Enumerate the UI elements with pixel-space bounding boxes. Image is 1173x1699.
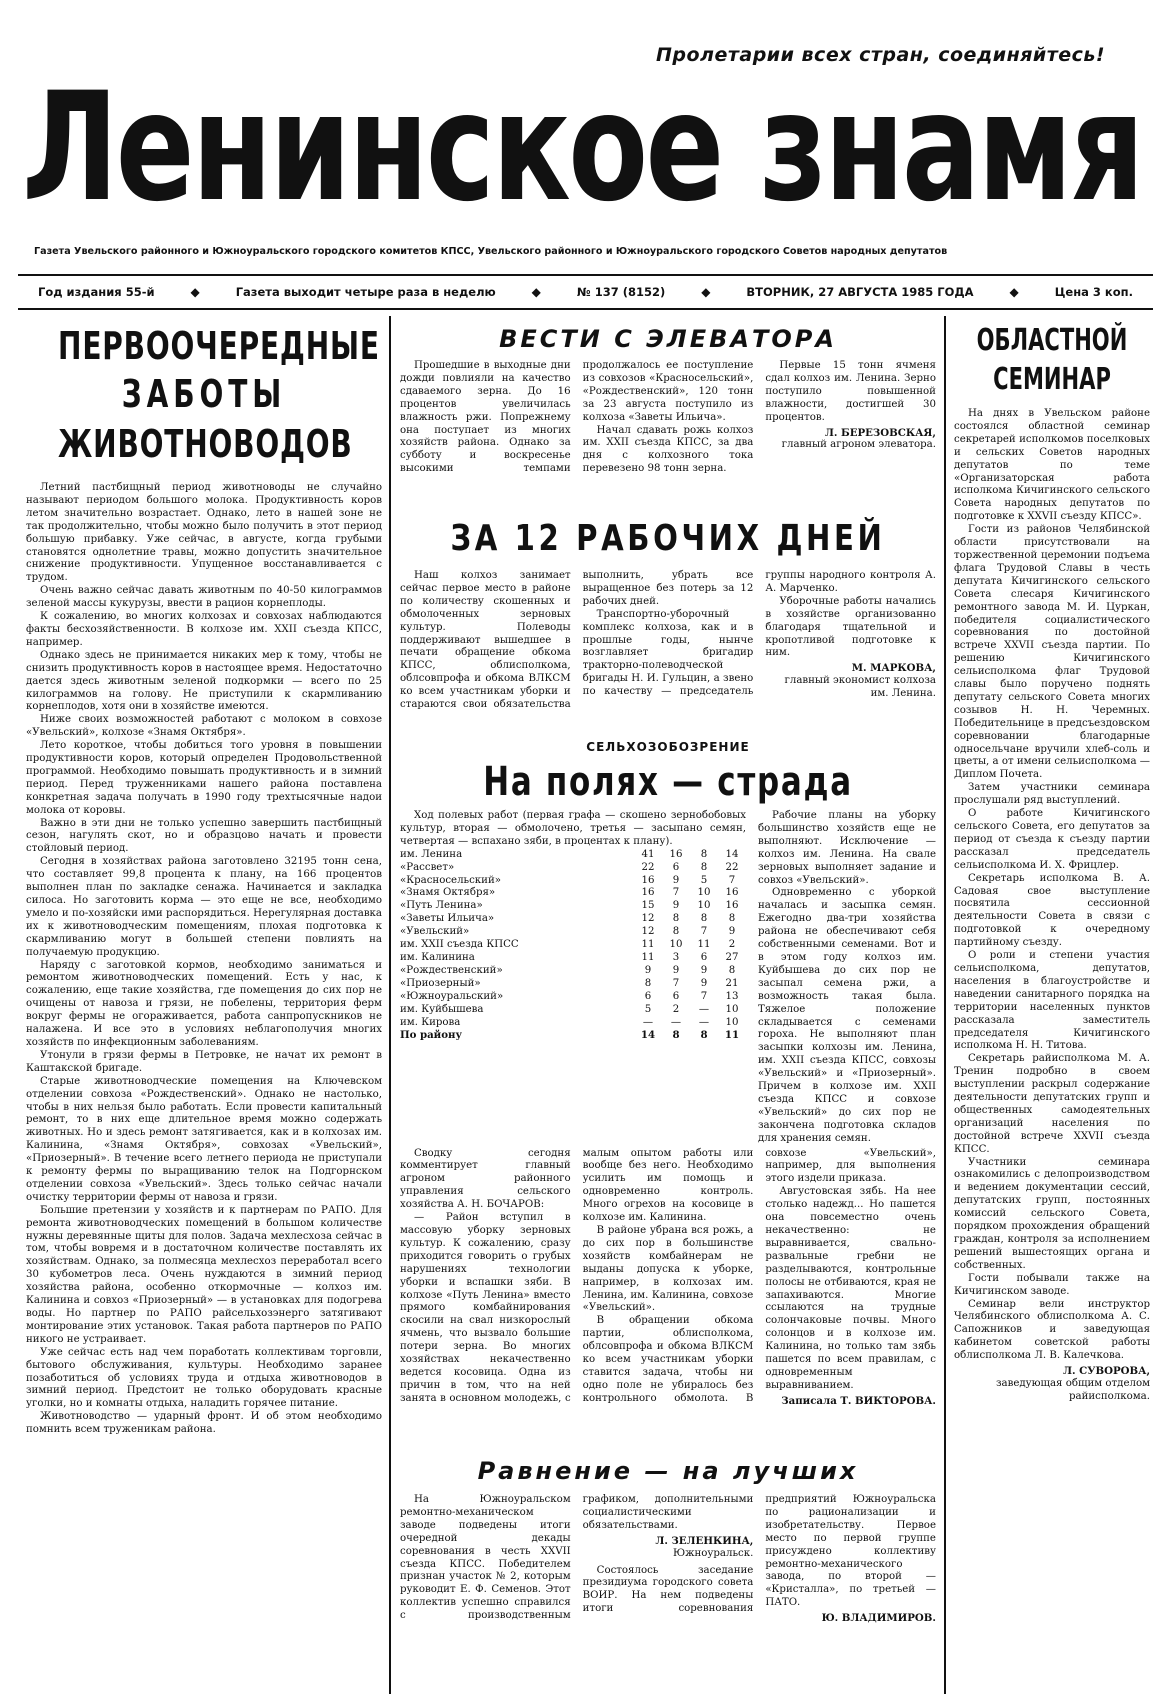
paragraph: Гости побывали также на Кичигинском заводе. bbox=[954, 1272, 1150, 1297]
farm-value: 10 bbox=[725, 1016, 739, 1028]
author-name: Л. ЗЕЛЕНКИНА, bbox=[655, 1534, 754, 1547]
paragraph: О работе Кичигинского сельского Совета, его депутатов за период от съезда к съезду партии рассказал председатель сельисполкома И. Х. Фрицлер. bbox=[954, 808, 1150, 871]
paragraph: Однако здесь не принимается никаких мер к тому, чтобы не снизить продуктивность коров в настоящее время. Недостаточно дается здесь животным зеленой подкормки — всего по 25 килограммов на голову. Не приступили к скармливанию корнеплодов, хотя они в хозяйстве имеются. bbox=[26, 649, 382, 713]
farm-value: 7 bbox=[728, 874, 736, 886]
author-name: Л. БЕРЕЗОВСКАЯ, bbox=[824, 426, 936, 439]
article-body bbox=[758, 810, 936, 1146]
table-row bbox=[400, 926, 746, 939]
paragraph: Очень важно сейчас давать животным по 40-50 килограммов зеленой массы кукурузы, ввести в рацион корнеплоды. bbox=[26, 585, 382, 610]
farm-value: 12 bbox=[641, 913, 655, 925]
article-seminar bbox=[954, 322, 1150, 1694]
author-name: Ю. ВЛАДИМИРОВ. bbox=[821, 1612, 936, 1625]
paragraph: Августовская зябь. На нее столько надежд... Но пашется она повсеместно очень некачественно: не выравнивается, свально-развальные гребни не разделываются, контрольные полосы не отбиваются, края не запахиваются. Многие ссылаются на трудные солончаковые почвы. Много солонцов и в колхозе им. Калинина, но только там зябь пашется по всем правилам, с одновременным выравниванием. bbox=[765, 1186, 936, 1391]
farm-value: 8 bbox=[728, 913, 736, 925]
article-body bbox=[400, 570, 936, 712]
farm-value: 14 bbox=[725, 848, 739, 860]
farm-value: 8 bbox=[700, 861, 708, 873]
farm-value: 27 bbox=[725, 951, 739, 963]
issue-number: № 137 (8152) bbox=[576, 285, 666, 299]
paragraph: Состоялось заседание президиума городского совета ВОИР. На нем подведены итоги соревнования предприятий Южноуральска по рационализации и изобретательству. Первое место по первой группе присуждено коллективу ремонтно-механического завода, по второй — «Кристалла», по третьей — ПАТО. bbox=[582, 1494, 936, 1615]
farm-value: 16 bbox=[641, 887, 655, 899]
paragraph: Ниже своих возможностей работают с молоком в совхозе «Увельский», колхозе «Знамя Октября». bbox=[26, 714, 382, 739]
author-role: главный экономист колхоза им. Ленина. bbox=[784, 675, 936, 700]
farm-value: 9 bbox=[700, 964, 708, 976]
paragraph: Лето короткое, чтобы добиться того уровня в повышении продуктивности коров, который определен Продовольственной программой. Необходимо повышать продуктивность и в зимний период. Перед труженниками нашего района поставлена конкретная задача получать в 1990 году трехтысячные надои молока от коровы. bbox=[26, 740, 382, 816]
farm-value: 8 bbox=[672, 926, 680, 938]
table-total-row bbox=[400, 1029, 746, 1042]
farm-value: 22 bbox=[725, 861, 739, 873]
paragraph: Рабочие планы на уборку большинство хозяйств еще не выполняют. Исключение — колхоз им. Ленина. На свале зерновых выполняет задание и совхоз «Увельский». bbox=[758, 810, 936, 886]
farm-value: 11 bbox=[641, 951, 655, 963]
issue-price: Цена 3 коп. bbox=[1054, 285, 1133, 299]
paragraph: На днях в Увельском районе состоялся областной семинар секретарей исполкомов поселковых и сельских Советов народных депутатов по теме «Организаторская работа исполкома Кичигинского сельского Совета народных депутатов по подготовке к XXVII съезду КПСС». bbox=[954, 408, 1150, 523]
farm-value: 13 bbox=[725, 990, 739, 1002]
paragraph: Старые животноводческие помещения на Ключевском отделении совхоза «Рождественский». Однако не настолько, чтобы в них нельзя было работать. Если провести капитальный ремонт, то в них еще длительное время можно содержать животных. Но и здесь ремонт затягивается, как и в колхозах им. Калинина, «Знамя Октября», совхозах «Увельский», «Приозерный». В течение всего летнего периода не приступали к ремонту фермы по выращиванию телок на Подгорнском отделении совхоза «Увельский». Здесь только сейчас начали очистку территории фермы от навоза и грязи. bbox=[26, 1075, 382, 1203]
farm-value: 10 bbox=[725, 1003, 739, 1015]
paragraph: Важно в эти дни не только успешно завершить пастбищный сезон, нагулять скот, но и образцово начать и провести стойловый период. bbox=[26, 817, 382, 855]
farm-name: им. Калинина bbox=[400, 951, 475, 963]
article-elevator bbox=[400, 322, 936, 518]
paragraph: Секретарь райисполкома М. А. Тренин подробно в своем выступлении раскрыл содержание деятельности депутатских групп и общественных самодеятельных организаций населения по достойной встрече XXVII съезда КПСС. bbox=[954, 1053, 1150, 1155]
article-headline: ОБЛАСТНОЙ bbox=[976, 323, 1128, 358]
article-headline: Равнение — на лучших bbox=[477, 1457, 859, 1485]
issue-info-bar bbox=[18, 274, 1153, 310]
farm-name: «Рождественский» bbox=[400, 964, 503, 976]
total-value: 11 bbox=[724, 1029, 740, 1042]
total-value: 14 bbox=[640, 1029, 656, 1042]
paragraph: Уборочные работы начались в хозяйстве организованно благодаря тщательной и кропотливой подготовке к ним. bbox=[765, 595, 936, 659]
farm-value: 9 bbox=[672, 874, 680, 886]
farm-value: 9 bbox=[728, 926, 736, 938]
paragraph: В обращении обкома партии, облисполкома, облсовпрофа и обкома ВЛКСМ ко всем участникам уборки ставится задача, чтобы ни одно поле не убиралось без контрольного обмолота. В совхозе «Увельский», например, для выполнения этого издели приказа. bbox=[582, 1147, 936, 1404]
article-body bbox=[400, 1148, 936, 1408]
farm-value: — bbox=[642, 1016, 654, 1028]
author-role: Южноуральск. bbox=[672, 1547, 754, 1559]
farm-value: 7 bbox=[700, 926, 708, 938]
table-row bbox=[400, 952, 746, 965]
total-value: 8 bbox=[700, 1029, 708, 1042]
farm-value: 16 bbox=[669, 848, 683, 860]
farm-name: им. Ленина bbox=[400, 848, 463, 860]
table-row bbox=[400, 978, 746, 991]
farm-value: 16 bbox=[641, 874, 655, 886]
publication-year: Год издания 55-й bbox=[38, 285, 155, 299]
paragraph: Наш колхоз занимает сейчас первое место в районе по количеству скошенных и обмолоченных зерновых культур. Полеводы поддерживают вышедшее в печати обращение обкома КПСС, облисполкома, облсовпрофа и обкома ВЛКСМ ко всем участникам уборки и стараются свои обязательства выполнить, убрать все выращенное без потерь за 12 рабочих дней. bbox=[400, 570, 754, 711]
paragraph: Гости из районов Челябинской области присутствовали на торжественной церемонии подъема флага Трудовой Славы в честь депутата Кичигинского сельского Совета слесаря Кичигинского ремонтного завода М. И. Цуркан, победителя социалистического соревнования по достойной встрече XXVII съезда партии. По решению Кичигинского сельисполкома флаг Трудовой славы было поручено поднять депутату сельского Совета многих созывов Н. Н. Черемных. Победительнице в предсъездовском соревновании благодарные односельчане вручили хлеб-соль и цветы, а от имени сельисполкома — Диплом Почета. bbox=[954, 524, 1150, 781]
article-headline: ЗАБОТЫ bbox=[121, 372, 287, 416]
diamond-separator-icon: ◆ bbox=[1009, 285, 1019, 299]
farm-name: «Путь Ленина» bbox=[400, 900, 483, 912]
farm-value: 6 bbox=[700, 951, 708, 963]
farm-value: 9 bbox=[672, 900, 680, 912]
table-row bbox=[400, 939, 746, 952]
author-name: Записала Т. ВИКТОРОВА. bbox=[781, 1394, 936, 1407]
author-name: Л. СУВОРОВА, bbox=[1063, 1365, 1150, 1378]
farm-value: 7 bbox=[672, 887, 680, 899]
article-best bbox=[400, 1454, 936, 1694]
paragraph: Затем участники семинара прослушали ряд выступлений. bbox=[954, 782, 1150, 807]
farm-value: 11 bbox=[641, 939, 655, 951]
farm-value: 8 bbox=[700, 848, 708, 860]
author-role: главный агроном элеватора. bbox=[781, 439, 936, 451]
paragraph: Начал сдавать рожь колхоз им. XXII съезда КПСС, за два дня с колхозного тока перевезено 98 тонн зерна. bbox=[582, 424, 754, 475]
farm-value: 9 bbox=[672, 964, 680, 976]
article-headline: ЖИВОТНОВОДОВ bbox=[58, 422, 353, 466]
farm-value: 11 bbox=[697, 939, 711, 951]
paragraph: Семинар вели инструктор Челябинского облисполкома А. С. Сапожников и заведующая кабинетом советской работы облисполкома Л. В. Калечкова. bbox=[954, 1298, 1150, 1362]
farm-name: им. Кирова bbox=[400, 1016, 461, 1028]
paragraph: Участники семинара ознакомились с делопроизводством и ведением документации сессий, депутатских групп, постоянных комиссий сельского Совета, порядком прохождения обращений граждан, контроля за исполнением решений вышестоящих органа и собственных. bbox=[954, 1156, 1150, 1271]
author-name: М. МАРКОВА, bbox=[851, 662, 936, 675]
paragraph: Первые 15 тонн ячменя сдал колхоз им. Ленина. Зерно поступило повышенной влажности, достигшей 30 процентов. bbox=[765, 360, 936, 423]
article-body bbox=[954, 408, 1150, 1404]
article-headline: На полях — страда bbox=[483, 759, 853, 805]
paragraph: Сегодня в хозяйствах района заготовлено 32195 тонн сена, что составляет 99,8 процента к плану, на 166 процентов выполнен план по закладке сенажа. Начинается и закладка силоса. Но заготовить корма — это еще не все, необходимо умело и по-хозяйски ими распорядиться. Нерегулярная доставка их к животноводческим помещениям, плохая подготовка к скармливанию могут в большей степени повлиять на получаемую продукцию. bbox=[26, 856, 382, 958]
farm-value: 10 bbox=[697, 900, 711, 912]
total-label: По району bbox=[400, 1029, 463, 1042]
farm-value: 9 bbox=[700, 977, 708, 989]
article-livestock bbox=[26, 322, 382, 1694]
farm-progress-table bbox=[400, 849, 746, 1043]
publication-frequency: Газета выходит четыре раза в неделю bbox=[235, 285, 496, 299]
paragraph: К сожалению, во многих колхозах и совхозах наблюдаются факты бесхозяйственности. В колхозе им. XXII съезда КПСС, например. bbox=[26, 611, 382, 648]
farm-value: 5 bbox=[644, 1003, 652, 1015]
article-headline: СЕМИНАР bbox=[993, 362, 1111, 397]
farm-name: «Приозерный» bbox=[400, 977, 481, 989]
farm-value: 9 bbox=[644, 964, 652, 976]
farm-value: 2 bbox=[728, 939, 736, 951]
table-row bbox=[400, 849, 746, 862]
diamond-separator-icon: ◆ bbox=[701, 285, 711, 299]
farm-value: 8 bbox=[700, 913, 708, 925]
author-role: заведующая общим отделом райисполкома. bbox=[995, 1377, 1150, 1402]
paragraph: Транспортно-уборочный комплекс колхоза, как и в прошлые годы, нынче возглавляет бригадир тракторно-полеводческой бригады Н. И. Гульцин, а звено по качеству — председатель группы народного контроля А. А. Марченко. bbox=[582, 570, 936, 698]
farm-value: 6 bbox=[672, 990, 680, 1002]
farm-name: им. XXII съезда КПСС bbox=[400, 939, 519, 951]
paragraph: Утонули в грязи фермы в Петровке, не начат их ремонт в Каштакской бригаде. bbox=[26, 1049, 382, 1074]
article-body bbox=[400, 360, 936, 476]
paragraph: Сводку сегодня комментирует главный агроном районного управления сельского хозяйства А. Н. БОЧАРОВ: bbox=[400, 1147, 571, 1211]
farm-name: «Рассвет» bbox=[400, 861, 455, 873]
diamond-separator-icon: ◆ bbox=[190, 285, 200, 299]
total-value: 8 bbox=[672, 1029, 680, 1042]
article-headline: ЗА 12 РАБОЧИХ ДНЕЙ bbox=[450, 518, 886, 559]
paragraph: Летний пастбищный период животноводы не случайно называют периодом большого молока. Продуктивность коров летом значительно возрастает. Однако, лето в нашей зоне не так продолжительно, чтобы можно было получить в этот период большую прибавку. Уже сейчас, в августе, когда грубыми становятся однолетние травы, можно допустить значительное снижение продуктивности. Упущенное восстанавливается с трудом. bbox=[26, 482, 382, 584]
farm-name: «Знамя Октября» bbox=[400, 887, 496, 899]
farm-value: 3 bbox=[672, 951, 680, 963]
farm-value: 7 bbox=[672, 977, 680, 989]
table-row bbox=[400, 1017, 746, 1030]
farm-name: «Южноуральский» bbox=[400, 990, 504, 1002]
table-row bbox=[400, 900, 746, 913]
section-rubric: СЕЛЬХОЗОБОЗРЕНИЕ bbox=[586, 740, 750, 754]
slogan: Пролетарии всех стран, соединяйтесь! bbox=[656, 44, 1106, 66]
farm-value: — bbox=[670, 1016, 682, 1028]
farm-value: 10 bbox=[697, 887, 711, 899]
farm-value: 6 bbox=[644, 990, 652, 1002]
issue-date: ВТОРНИК, 27 АВГУСТА 1985 ГОДА bbox=[746, 285, 974, 299]
table-row bbox=[400, 862, 746, 875]
paragraph: Прошедшие в выходные дни дожди повлияли на качество сдаваемого зерна. До 16 процентов увеличилась влажность ржи. Попрежнему она поступает из многих хозяйств района. Однако за субботу и воскресенье высокими темпами продолжалось ее поступление из совхозов «Красносельский», «Рождественский», 120 тонн за 23 августа поступило из колхоза «Заветы Ильича». bbox=[400, 360, 754, 475]
farm-value: 41 bbox=[641, 848, 655, 860]
farm-value: 7 bbox=[700, 990, 708, 1002]
paragraph: О роли и степени участия сельисполкома, депутатов, населения в благоустройстве и наведении санитарного порядка на территории населенных пунктов рассказала заместитель председателя Кичигинского исполкома Н. Н. Титова. bbox=[954, 950, 1150, 1052]
paragraph: На Южноуральском ремонтно-механическом заводе подведены итоги очередной декады соревнования в честь XXVII съезда КПСС. Победителем признан участок № 2, которым руководит Е. Ф. Семенов. Этот коллектив успешно справился с производственным графиком, дополнительными социалистическими обязательствами. bbox=[400, 1494, 754, 1622]
paragraph: Уже сейчас есть над чем поработать коллективам торговли, бытового обслуживания, культуры. Необходимо заранее позаботиться об условиях труда и отдыха животноводов в зимний период. Предстоит не только оборудовать красные уголки, но и комнаты отдыха, наладить горячее питание. bbox=[26, 1346, 382, 1410]
farm-value: 8 bbox=[672, 913, 680, 925]
diamond-separator-icon: ◆ bbox=[531, 285, 541, 299]
column-divider bbox=[389, 316, 391, 1694]
table-row bbox=[400, 1004, 746, 1017]
farm-name: им. Куйбышева bbox=[400, 1003, 484, 1015]
table-row bbox=[400, 875, 746, 888]
farm-value: — bbox=[698, 1003, 710, 1015]
farm-value: 2 bbox=[672, 1003, 680, 1015]
article-body bbox=[26, 482, 382, 1437]
farm-value: 8 bbox=[728, 964, 736, 976]
table-row bbox=[400, 991, 746, 1004]
publisher-line: Газета Увельского районного и Южноуральского городского комитетов КПСС, Увельского районного и Южноуральского городского Советов народных депутатов bbox=[34, 246, 948, 257]
farm-value: 21 bbox=[725, 977, 739, 989]
article-twelve-days bbox=[400, 516, 936, 736]
paragraph: В районе убрана вся рожь, а до сих пор в большинстве хозяйств комбайнерам не выданы допуска к уборке, например, в колхозах им. Ленина, им. Калинина, совхозе «Увельский». bbox=[582, 1225, 754, 1314]
table-row bbox=[400, 913, 746, 926]
farm-value: 5 bbox=[700, 874, 708, 886]
farm-name: «Красносельский» bbox=[400, 874, 501, 886]
paragraph: Наряду с заготовкой кормов, необходимо заниматься и ремонтом животноводческих помещений. Есть у нас, к сожалению, еще такие хозяйства, где помещения до сих пор не очищены от навоза и грязи, не побелены, территория ферм вокруг фермы не огораживается, работа санпропускников не налажена. И все это в условиях неблагополучия многих хозяйств по инфекционным заболеваниям. bbox=[26, 959, 382, 1048]
paragraph: Секретарь исполкома В. А. Садовая свое выступление посвятила сессионной деятельности Совета в связи с подготовкой к очередному партийному съезду. bbox=[954, 872, 1150, 949]
article-fields bbox=[400, 740, 936, 1450]
table-row bbox=[400, 965, 746, 978]
farm-value: 8 bbox=[644, 977, 652, 989]
article-headline: ВЕСТИ С ЭЛЕВАТОРА bbox=[499, 325, 837, 353]
newspaper-title: Ленинское знамя bbox=[22, 61, 1142, 235]
farm-value: 10 bbox=[669, 939, 683, 951]
paragraph: Животноводство — ударный фронт. И об этом необходимо помнить всем труженикам района. bbox=[26, 1411, 382, 1436]
table-row bbox=[400, 887, 746, 900]
paragraph: Большие претензии у хозяйств и к партнерам по РАПО. Для ремонта животноводческих помещений в большом количестве нужны деревянные щиты для полов. Задача мехлесхоза сейчас в том, чтобы вовремя и в достаточном количестве поставлять их хозяйствам. Однако, за полмесяца мехлесхоз переработал всего 30 кубометров леса. Очень нуждаются в зимний период хозяйства района, особенно откормочные — колхоз им. Калинина и совхоз «Приозерный» — в установках для подогрева воды. Но партнер по РАПО райсельхозэнерго затягивают монтирование этих установок. Такая работа партнеров по РАПО никого не устраивает. bbox=[26, 1204, 382, 1345]
report-intro: Ход полевых работ (первая графа — скошено зернобобовых культур, вторая — обмолочено, третья — засыпано семян, четвертая — вспахано зяби, в процентах к плану). bbox=[400, 810, 746, 847]
paragraph: — Район вступил в массовую уборку зерновых культур. К сожалению, сразу приходится говорить о грубых нарушениях технологии уборки и вспашки зяби. В колхозе «Путь Ленина» вместо прямого комбайнирования скосили на свал низкорослый ячмень, что вызвало большие потери зерна. Во многих хозяйствах некачественно ведется косовица. Одна из причин в том, что на ней занята в основном молодежь, с малым опытом работы или вообще без него. Необходимо усилить им помощь и одновременно контроль. Много огрехов на косовице в колхозе им. Калинина. bbox=[400, 1147, 754, 1404]
farm-value: 22 bbox=[641, 861, 655, 873]
article-body bbox=[400, 1494, 936, 1625]
paragraph: Одновременно с уборкой началась и засыпка семян. Ежегодно два-три хозяйства района не обеспечивают себя собственными семенами. Вот и в этом году колхоз им. Куйбышева до сих пор не засыпал семена ржи, а возможность такая была. Тяжелое положение складывается с семенами гороха. Не выполняют план засыпки колхозы им. Ленина, им. XXII съезда КПСС, совхозы «Увельский» и «Приозерный». Причем в колхозе им. XXII съезда КПСС и совхозе «Увельский» до сих пор не закончена подготовка складов для хранения семян. bbox=[758, 887, 936, 1144]
farm-value: — bbox=[698, 1016, 710, 1028]
farm-value: 16 bbox=[725, 887, 739, 899]
column-divider bbox=[944, 316, 946, 1694]
article-headline: ПЕРВООЧЕРЕДНЫЕ bbox=[58, 324, 380, 368]
farm-name: «Увельский» bbox=[400, 926, 470, 938]
farm-value: 6 bbox=[672, 861, 680, 873]
farm-value: 12 bbox=[641, 926, 655, 938]
farm-value: 15 bbox=[641, 900, 655, 912]
farm-value: 16 bbox=[725, 900, 739, 912]
farm-name: «Заветы Ильича» bbox=[400, 913, 495, 925]
